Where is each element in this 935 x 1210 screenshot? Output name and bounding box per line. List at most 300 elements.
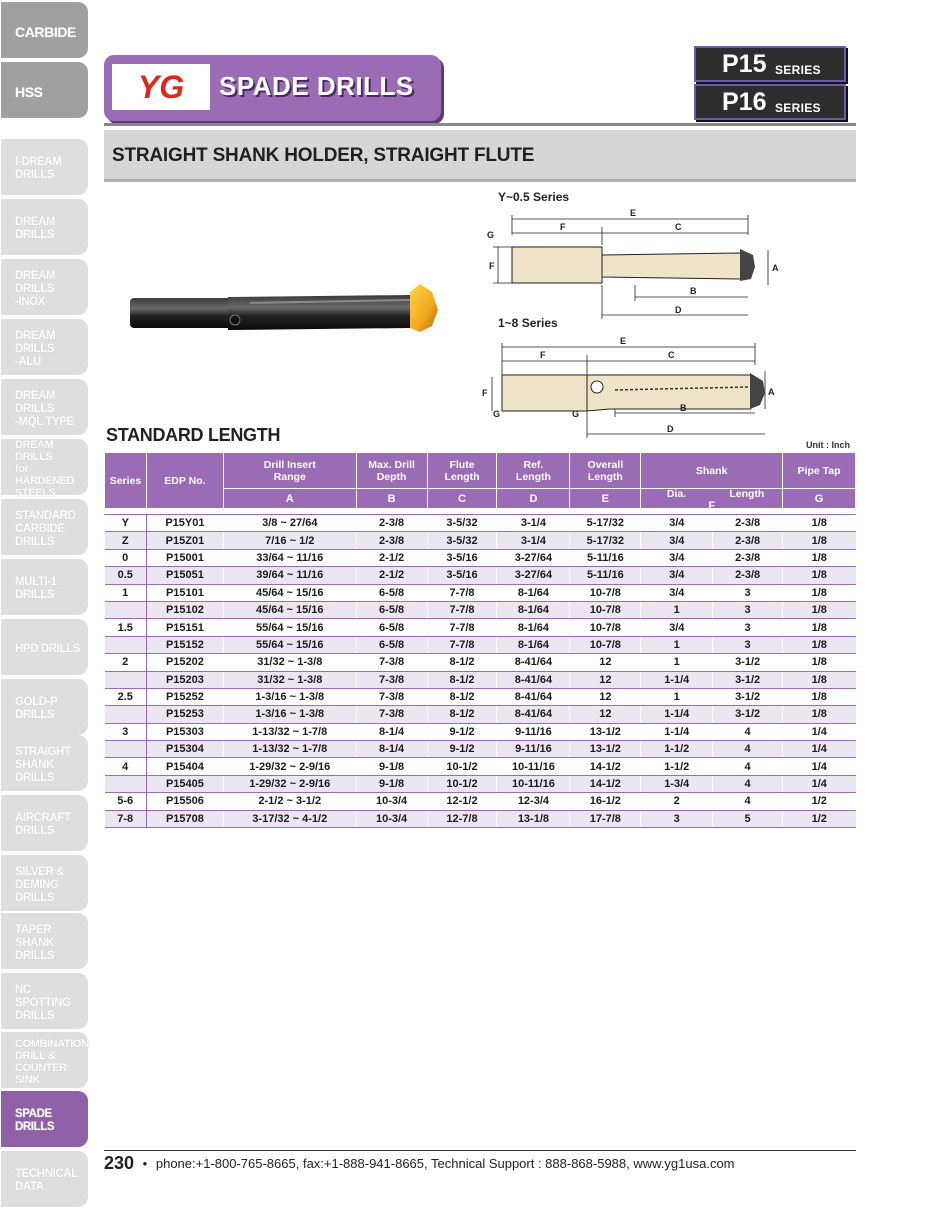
cell-range: 1-13/32 ~ 1-7/8: [223, 723, 356, 740]
cell-flute: 10-1/2: [427, 775, 497, 792]
cell-series: 2: [105, 654, 147, 671]
cell-series: [105, 775, 147, 792]
cell-range: 7/16 ~ 1/2: [223, 532, 356, 549]
cell-series: 1: [105, 584, 147, 601]
cell-range: 1-29/32 ~ 2-9/16: [223, 775, 356, 792]
cell-range: 3/8 ~ 27/64: [223, 515, 356, 532]
cell-pipe-tap: 1/8: [783, 706, 856, 723]
sidebar-item-label: DREAM DRILLS -MQL TYPE: [15, 389, 74, 428]
series-badge-p15: [694, 46, 846, 82]
cell-range: 45/64 ~ 15/16: [223, 601, 356, 618]
drill-shank: [130, 298, 240, 328]
table-row: [105, 758, 856, 775]
cell-shank-length: 4: [713, 758, 783, 775]
cell-ref: 12-3/4: [497, 793, 570, 810]
cell-edp: P15152: [146, 636, 223, 653]
dim-label-f-top: F: [560, 222, 566, 232]
cell-edp: P15203: [146, 671, 223, 688]
cell-flute: 3-5/16: [427, 567, 497, 584]
cell-flute: 8-1/2: [427, 654, 497, 671]
cell-shank-length: 4: [713, 793, 783, 810]
cell-series: 4: [105, 758, 147, 775]
cell-edp: P15102: [146, 601, 223, 618]
cell-shank-dia: 1: [641, 601, 713, 618]
sidebar-item-standard-carbide[interactable]: [1, 499, 88, 555]
cell-ref: 8-1/64: [497, 619, 570, 636]
cell-pipe-tap: 1/8: [783, 619, 856, 636]
spade-insert: [410, 284, 438, 332]
logo-text: YG: [137, 70, 185, 104]
sidebar-item-label: CARBIDE: [15, 23, 76, 40]
cell-shank-length: 3: [713, 636, 783, 653]
cell-shank-dia: 1: [641, 654, 713, 671]
series-badge-p16: [694, 84, 846, 120]
cell-ref: 3-1/4: [497, 515, 570, 532]
cell-pipe-tap: 1/4: [783, 723, 856, 740]
table-row: [105, 688, 856, 705]
cell-pipe-tap: 1/4: [783, 741, 856, 758]
diagram-1-8-series: [480, 335, 785, 440]
footer-bullet: •: [142, 1156, 148, 1171]
sidebar-item-label: DREAM DRILLS: [15, 216, 56, 241]
cell-overall: 12: [570, 654, 641, 671]
header-ref: Ref. Length: [497, 453, 570, 489]
cell-depth: 2-3/8: [356, 515, 427, 532]
table-row: [105, 741, 856, 758]
cell-shank-length: 3-1/2: [713, 671, 783, 688]
cell-edp: P15404: [146, 758, 223, 775]
cell-pipe-tap: 1/8: [783, 688, 856, 705]
cell-shank-dia: 3/4: [641, 549, 713, 566]
cell-series: 3: [105, 723, 147, 740]
cell-range: 3-17/32 ~ 4-1/2: [223, 810, 356, 827]
sidebar-item-carbide[interactable]: [1, 2, 88, 58]
cell-pipe-tap: 1/8: [783, 671, 856, 688]
cell-ref: 8-1/64: [497, 636, 570, 653]
sidebar: [0, 0, 90, 1210]
sidebar-item-label: TECHNICAL DATA: [15, 1168, 78, 1193]
sidebar-item-label: NC SPOTTING DRILLS: [15, 983, 71, 1022]
sidebar-item-label: I-DREAM DRILLS: [15, 156, 62, 181]
cell-range: 1-29/32 ~ 2-9/16: [223, 758, 356, 775]
spade-drill-photo: [120, 270, 460, 360]
cell-edp: P15001: [146, 549, 223, 566]
cell-overall: 10-7/8: [570, 619, 641, 636]
cell-shank-dia: 3/4: [641, 532, 713, 549]
table-row: [105, 549, 856, 566]
cell-depth: 6-5/8: [356, 584, 427, 601]
cell-depth: 8-1/4: [356, 741, 427, 758]
sidebar-item-label: HPD DRILLS: [15, 642, 81, 655]
series-badge-code: P16: [722, 88, 767, 116]
cell-range: 1-3/16 ~ 1-3/8: [223, 706, 356, 723]
cell-overall: 5-11/16: [570, 567, 641, 584]
table-row: [105, 793, 856, 810]
cell-shank-dia: 1-1/2: [641, 741, 713, 758]
cell-edp: P15506: [146, 793, 223, 810]
sidebar-item-dream-drills-inox[interactable]: [1, 259, 88, 315]
cell-range: 45/64 ~ 15/16: [223, 584, 356, 601]
cell-edp: P15151: [146, 619, 223, 636]
cell-ref: 9-11/16: [497, 723, 570, 740]
header-letter-b: B: [356, 489, 427, 509]
table-row: [105, 515, 856, 532]
sidebar-item-label: HSS: [15, 83, 43, 100]
header-letter-d: D: [497, 489, 570, 509]
cell-series: 0.5: [105, 567, 147, 584]
cell-pipe-tap: 1/2: [783, 810, 856, 827]
cell-shank-dia: 1-1/2: [641, 758, 713, 775]
cell-overall: 12: [570, 706, 641, 723]
diagram-insert: [750, 373, 765, 409]
cell-overall: 10-7/8: [570, 636, 641, 653]
series-badge-label: SERIES: [775, 101, 821, 115]
sidebar-item-label: MULTI-1 DRILLS: [15, 576, 57, 601]
cell-depth: 7-3/8: [356, 654, 427, 671]
header-pipe-tap: Pipe Tap: [783, 453, 856, 489]
cell-pipe-tap: 1/8: [783, 636, 856, 653]
table-row: [105, 619, 856, 636]
yg-logo-mark: [115, 70, 207, 104]
cell-edp: P15101: [146, 584, 223, 601]
cell-range: 1-3/16 ~ 1-3/8: [223, 688, 356, 705]
cell-shank-dia: 1-1/4: [641, 723, 713, 740]
cell-flute: 7-7/8: [427, 584, 497, 601]
cell-depth: 7-3/8: [356, 671, 427, 688]
cell-ref: 8-41/64: [497, 671, 570, 688]
diagram-insert: [740, 249, 755, 281]
cell-edp: P15252: [146, 688, 223, 705]
cell-shank-length: 3: [713, 619, 783, 636]
header-divider: [104, 123, 856, 126]
page-title: SPADE DRILLS: [219, 71, 414, 101]
cell-flute: 7-7/8: [427, 636, 497, 653]
yg-logo: [112, 64, 210, 110]
dim-label-e: E: [630, 208, 637, 218]
cell-ref: 8-1/64: [497, 601, 570, 618]
header-letter-c: C: [427, 489, 497, 509]
cell-series: 7-8: [105, 810, 147, 827]
table-row: [105, 584, 856, 601]
cell-range: 2-1/2 ~ 3-1/2: [223, 793, 356, 810]
diagram-title-bottom: 1~8 Series: [498, 316, 558, 330]
cell-pipe-tap: 1/8: [783, 567, 856, 584]
sidebar-item-combination[interactable]: [1, 1032, 88, 1088]
dim-label-d: D: [675, 305, 682, 315]
sidebar-item-label: STRAIGHT SHANK DRILLS: [15, 745, 71, 784]
diagram-shank: [502, 375, 587, 411]
cell-series: 0: [105, 549, 147, 566]
cell-flute: 9-1/2: [427, 741, 497, 758]
cell-shank-dia: 3/4: [641, 584, 713, 601]
cell-depth: 2-3/8: [356, 532, 427, 549]
table-row: [105, 810, 856, 827]
cell-series: 5-6: [105, 793, 147, 810]
cell-edp: P15051: [146, 567, 223, 584]
cell-ref: 10-11/16: [497, 758, 570, 775]
sidebar-item-taper-shank[interactable]: [1, 913, 88, 969]
sidebar-item-label: SILVER & DEMING DRILLS: [15, 865, 64, 904]
sidebar-item-dream-drills-mql[interactable]: [1, 379, 88, 435]
dim-label-a: A: [772, 263, 779, 273]
cell-edp: P15303: [146, 723, 223, 740]
cell-overall: 17-7/8: [570, 810, 641, 827]
cell-shank-length: 3: [713, 584, 783, 601]
cell-series: [105, 601, 147, 618]
header-letter-e: E: [570, 489, 641, 509]
cell-depth: 9-1/8: [356, 775, 427, 792]
table-row: [105, 654, 856, 671]
header-series: Series: [105, 453, 147, 509]
diagram-title-top: Y~0.5 Series: [498, 190, 570, 204]
sidebar-item-label: GOLD-P DRILLS: [15, 696, 58, 721]
cell-shank-dia: 2: [641, 793, 713, 810]
diagram-body: [602, 253, 748, 279]
sidebar-item-straight-shank[interactable]: [1, 735, 88, 791]
cell-depth: 9-1/8: [356, 758, 427, 775]
sidebar-item-aircraft[interactable]: [1, 795, 88, 851]
cell-pipe-tap: 1/8: [783, 532, 856, 549]
cell-range: 39/64 ~ 11/16: [223, 567, 356, 584]
cell-overall: 5-11/16: [570, 549, 641, 566]
spec-table: [104, 452, 856, 828]
cell-depth: 6-5/8: [356, 619, 427, 636]
cell-shank-length: 2-3/8: [713, 515, 783, 532]
dim-label-f-side: F: [482, 388, 488, 398]
diagram-body: [587, 375, 758, 411]
cell-pipe-tap: 1/8: [783, 549, 856, 566]
section-header: [104, 130, 856, 182]
cell-overall: 5-17/32: [570, 515, 641, 532]
cell-ref: 3-1/4: [497, 532, 570, 549]
cell-flute: 3-5/32: [427, 515, 497, 532]
dim-label-b: B: [690, 286, 697, 296]
cell-shank-dia: 3/4: [641, 567, 713, 584]
cell-ref: 3-27/64: [497, 567, 570, 584]
cell-series: [105, 671, 147, 688]
cell-range: 1-13/32 ~ 1-7/8: [223, 741, 356, 758]
sidebar-item-gold-p[interactable]: [1, 679, 88, 735]
header-letter-f: [641, 488, 783, 512]
cell-edp: P15708: [146, 810, 223, 827]
cell-shank-length: 3-1/2: [713, 654, 783, 671]
sidebar-item-label: DREAM DRILLS -INOX: [15, 269, 56, 308]
header-range: Drill Insert Range: [223, 453, 356, 489]
table-row: [105, 601, 856, 618]
cell-depth: 2-1/2: [356, 567, 427, 584]
cell-series: Z: [105, 532, 147, 549]
cell-shank-length: 2-3/8: [713, 567, 783, 584]
cell-ref: 10-11/16: [497, 775, 570, 792]
sidebar-item-label: SPADE DRILLS: [15, 1108, 55, 1133]
cell-flute: 8-1/2: [427, 706, 497, 723]
cell-edp: P15Y01: [146, 515, 223, 532]
sidebar-item-i-dream-drills[interactable]: [1, 139, 88, 195]
sidebar-item-hpd-drills[interactable]: [1, 619, 88, 675]
cell-flute: 12-7/8: [427, 810, 497, 827]
cell-series: 1.5: [105, 619, 147, 636]
cell-overall: 12: [570, 688, 641, 705]
dim-label-a: A: [768, 387, 775, 397]
unit-note: Unit : Inch: [806, 440, 850, 450]
sidebar-item-dream-drills-hardened[interactable]: [1, 439, 88, 499]
diagram-y-series: [485, 205, 785, 325]
header-edp: EDP No.: [146, 453, 223, 509]
cell-pipe-tap: 1/8: [783, 515, 856, 532]
diagram-shank: [512, 247, 602, 283]
header-shank-dia: Dia.: [666, 488, 687, 500]
table-row: [105, 532, 856, 549]
cell-flute: 7-7/8: [427, 601, 497, 618]
cell-flute: 7-7/8: [427, 619, 497, 636]
header-letter-a: A: [223, 489, 356, 509]
sidebar-item-hss[interactable]: [1, 62, 88, 118]
cell-shank-length: 3: [713, 601, 783, 618]
cell-flute: 8-1/2: [427, 671, 497, 688]
cell-shank-length: 2-3/8: [713, 549, 783, 566]
cell-pipe-tap: 1/8: [783, 584, 856, 601]
sidebar-item-dream-drills[interactable]: [1, 199, 88, 255]
cell-range: 31/32 ~ 1-3/8: [223, 671, 356, 688]
cell-shank-dia: 1-1/4: [641, 706, 713, 723]
header-shank: Shank: [641, 453, 783, 489]
table-row: [105, 567, 856, 584]
dim-label-d: D: [667, 424, 674, 434]
drill-screw: [230, 315, 240, 325]
cell-shank-length: 3-1/2: [713, 706, 783, 723]
cell-depth: 7-3/8: [356, 688, 427, 705]
dim-label-e: E: [620, 336, 627, 346]
cell-edp: P15405: [146, 775, 223, 792]
cell-series: [105, 636, 147, 653]
dim-label-f-top: F: [540, 350, 546, 360]
cell-ref: 8-1/64: [497, 584, 570, 601]
footer: [104, 1153, 856, 1174]
sidebar-item-label: AIRCRAFT DRILLS: [15, 812, 71, 837]
cell-ref: 8-41/64: [497, 706, 570, 723]
header-overall: Overall Length: [570, 453, 641, 489]
cell-series: [105, 741, 147, 758]
cell-depth: 10-3/4: [356, 810, 427, 827]
sidebar-item-silver-deming[interactable]: [1, 855, 88, 911]
cell-ref: 13-1/8: [497, 810, 570, 827]
table-row: [105, 706, 856, 723]
cell-range: 33/64 ~ 11/16: [223, 549, 356, 566]
header-shank-length: Length: [729, 488, 765, 500]
cell-flute: 3-5/32: [427, 532, 497, 549]
sidebar-item-multi-1[interactable]: [1, 559, 88, 615]
cell-shank-dia: 1: [641, 688, 713, 705]
page-number: 230: [104, 1153, 135, 1173]
dim-label-g: G: [487, 230, 495, 240]
spec-table-body: [105, 509, 856, 828]
cell-pipe-tap: 1/4: [783, 775, 856, 792]
cell-range: 55/64 ~ 15/16: [223, 636, 356, 653]
series-badge-code: P15: [722, 50, 767, 78]
cell-series: [105, 706, 147, 723]
cell-overall: 14-1/2: [570, 775, 641, 792]
sidebar-item-label: COMBINATION DRILL & COUNTER SINK: [15, 1038, 89, 1086]
cell-flute: 12-1/2: [427, 793, 497, 810]
cell-shank-dia: 3/4: [641, 619, 713, 636]
header-flute: Flute Length: [427, 453, 497, 489]
cell-ref: 8-41/64: [497, 654, 570, 671]
cell-shank-dia: 3/4: [641, 515, 713, 532]
cell-pipe-tap: 1/2: [783, 793, 856, 810]
sidebar-item-label: STANDARD CARBIDE DRILLS: [15, 509, 76, 548]
dim-label-f-side: F: [489, 261, 495, 271]
cell-overall: 10-7/8: [570, 601, 641, 618]
sidebar-item-dream-drills-alu[interactable]: [1, 319, 88, 375]
table-row: [105, 671, 856, 688]
header-letter-f-label: F: [708, 499, 716, 512]
cell-flute: 9-1/2: [427, 723, 497, 740]
footer-contact: phone:+1-800-765-8665, fax:+1-888-941-8665, Technical Support : 888-868-5988, www.yg1usa.com: [155, 1156, 735, 1171]
dim-label-c: C: [675, 222, 682, 232]
cell-depth: 6-5/8: [356, 601, 427, 618]
cell-depth: 7-3/8: [356, 706, 427, 723]
cell-shank-dia: 1: [641, 636, 713, 653]
dim-label-b: B: [680, 403, 687, 413]
dim-label-g: G: [572, 409, 580, 419]
sidebar-item-label: DREAM DRILLS for HARDENED STEELS: [15, 439, 75, 499]
cell-shank-length: 4: [713, 741, 783, 758]
header-depth: Max. Drill Depth: [356, 453, 427, 489]
cell-range: 31/32 ~ 1-3/8: [223, 654, 356, 671]
cell-flute: 3-5/16: [427, 549, 497, 566]
sidebar-item-label: TAPER SHANK DRILLS: [15, 923, 55, 962]
brand-header: [104, 55, 441, 121]
cell-shank-length: 3-1/2: [713, 688, 783, 705]
cell-shank-length: 4: [713, 775, 783, 792]
dim-label-c: C: [668, 350, 675, 360]
cell-edp: P15202: [146, 654, 223, 671]
cell-depth: 8-1/4: [356, 723, 427, 740]
cell-series: Y: [105, 515, 147, 532]
sidebar-item-spade-drills[interactable]: [1, 1091, 88, 1147]
section-title: STRAIGHT SHANK HOLDER, STRAIGHT FLUTE: [112, 145, 535, 166]
table-title: STANDARD LENGTH: [106, 425, 281, 445]
cell-shank-length: 5: [713, 810, 783, 827]
cell-overall: 12: [570, 671, 641, 688]
sidebar-item-label: DREAM DRILLS -ALU: [15, 329, 56, 368]
cell-ref: 9-11/16: [497, 741, 570, 758]
cell-edp: P15Z01: [146, 532, 223, 549]
cell-range: 55/64 ~ 15/16: [223, 619, 356, 636]
cell-pipe-tap: 1/4: [783, 758, 856, 775]
cell-depth: 2-1/2: [356, 549, 427, 566]
table-row: [105, 636, 856, 653]
cell-ref: 8-41/64: [497, 688, 570, 705]
sidebar-item-technical-data[interactable]: [1, 1151, 88, 1207]
header-letter-g: G: [783, 489, 856, 509]
cell-overall: 5-17/32: [570, 532, 641, 549]
cell-pipe-tap: 1/8: [783, 654, 856, 671]
sidebar-item-nc-spotting[interactable]: [1, 973, 88, 1029]
table-row: [105, 723, 856, 740]
diagram-screw: [591, 381, 603, 393]
cell-pipe-tap: 1/8: [783, 601, 856, 618]
cell-shank-length: 2-3/8: [713, 532, 783, 549]
cell-overall: 13-1/2: [570, 741, 641, 758]
cell-flute: 8-1/2: [427, 688, 497, 705]
cell-overall: 14-1/2: [570, 758, 641, 775]
cell-depth: 6-5/8: [356, 636, 427, 653]
cell-overall: 16-1/2: [570, 793, 641, 810]
cell-series: 2.5: [105, 688, 147, 705]
cell-shank-dia: 3: [641, 810, 713, 827]
dim-label-g-left: G: [493, 409, 501, 419]
